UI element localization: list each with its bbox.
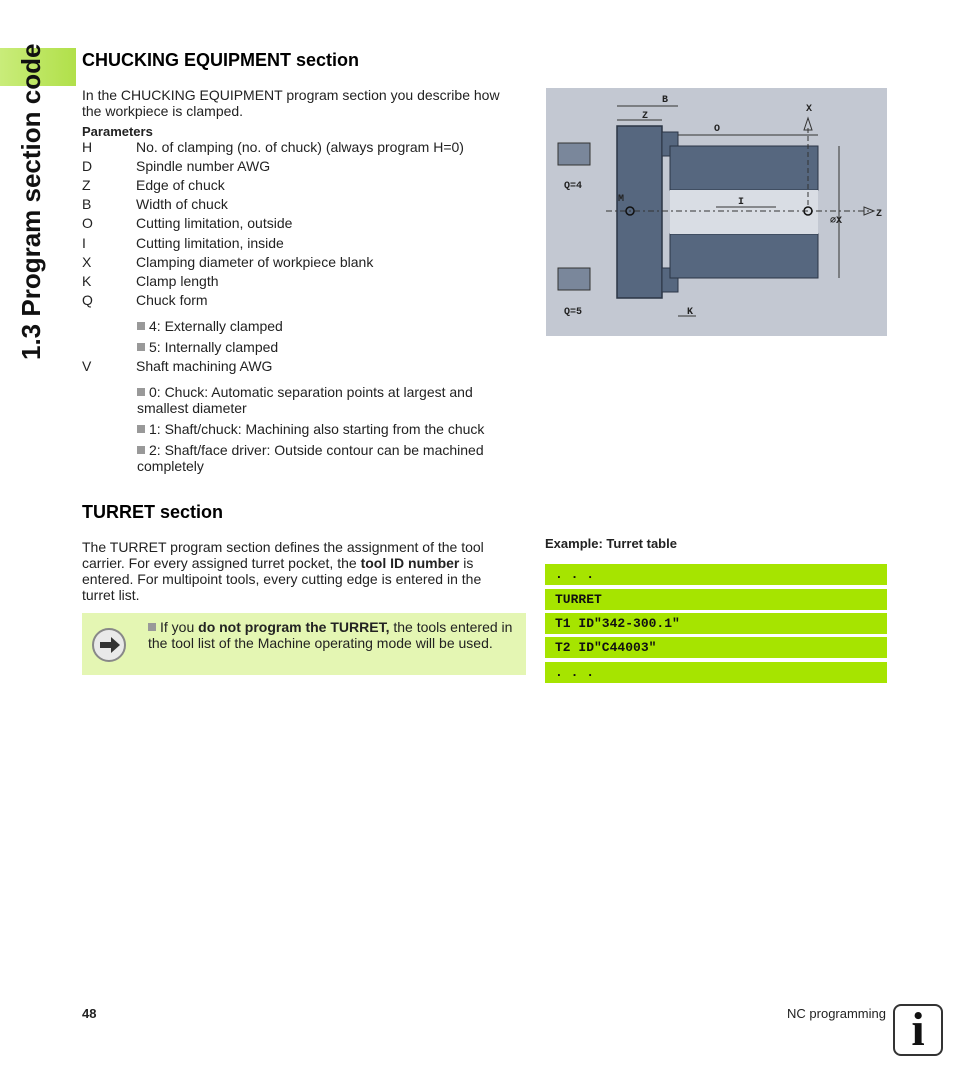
workpiece-upper (670, 146, 818, 190)
tip-text: If you do not program the TURRET, the tools entered in the tool list of the Machine operating mode will be used. (148, 619, 513, 651)
chuck-diagram-svg (546, 88, 887, 336)
code-line: TURRET (545, 589, 887, 610)
code-line: T2 ID"C44003" (545, 637, 887, 658)
bullet-item: 4: Externally clamped (137, 318, 507, 334)
label-q5: Q=5 (564, 307, 583, 318)
label-x: X (806, 104, 813, 115)
arrow-right-icon (92, 628, 126, 662)
parameters-label: Parameters (82, 124, 153, 139)
example-label: Example: Turret table (545, 536, 677, 551)
info-icon: i (893, 1004, 943, 1056)
code-line: T1 ID"342-300.1" (545, 613, 887, 634)
label-diameter-x: ⌀X (830, 216, 843, 227)
turret-heading: TURRET section (82, 502, 224, 522)
label-q4: Q=4 (564, 181, 583, 192)
footer-section: NC programming (787, 1006, 886, 1021)
chuck-form-q4 (558, 143, 590, 165)
label-o: O (714, 124, 721, 135)
label-i: I (738, 197, 745, 208)
chucking-heading: CHUCKING EQUIPMENT section (82, 50, 360, 70)
page-number: 48 (82, 1006, 97, 1021)
code-line: . . . (545, 662, 887, 683)
chuck-diagram (546, 88, 887, 336)
chuck-body (617, 126, 662, 298)
tip-box (82, 613, 526, 675)
code-line: . . . (545, 564, 887, 585)
turret-paragraph: The TURRET program section defines the assignment of the tool carrier. For every assigned turret pocket, the tool ID number is entered. For multipoint tools, every cutting edge is entered in the turret list. (82, 539, 484, 603)
label-k: K (687, 307, 694, 318)
label-b: B (662, 95, 669, 106)
bullet-item: 2: Shaft/face driver: Outside contour can be machined completely (137, 442, 484, 474)
bullet-item: 5: Internally clamped (137, 339, 507, 355)
bullet-item: 1: Shaft/chuck: Machining also starting from the chuck (137, 421, 507, 437)
label-z-top: Z (642, 111, 649, 122)
bullet-item: 0: Chuck: Automatic separation points at largest and smallest diameter (137, 384, 473, 416)
chuck-form-q5 (558, 268, 590, 290)
chucking-intro: In the CHUCKING EQUIPMENT program section you describe how the workpiece is clamped. (82, 87, 500, 119)
workpiece-lower (670, 234, 818, 278)
label-m: M (618, 194, 625, 205)
label-z-axis: Z (876, 209, 883, 220)
